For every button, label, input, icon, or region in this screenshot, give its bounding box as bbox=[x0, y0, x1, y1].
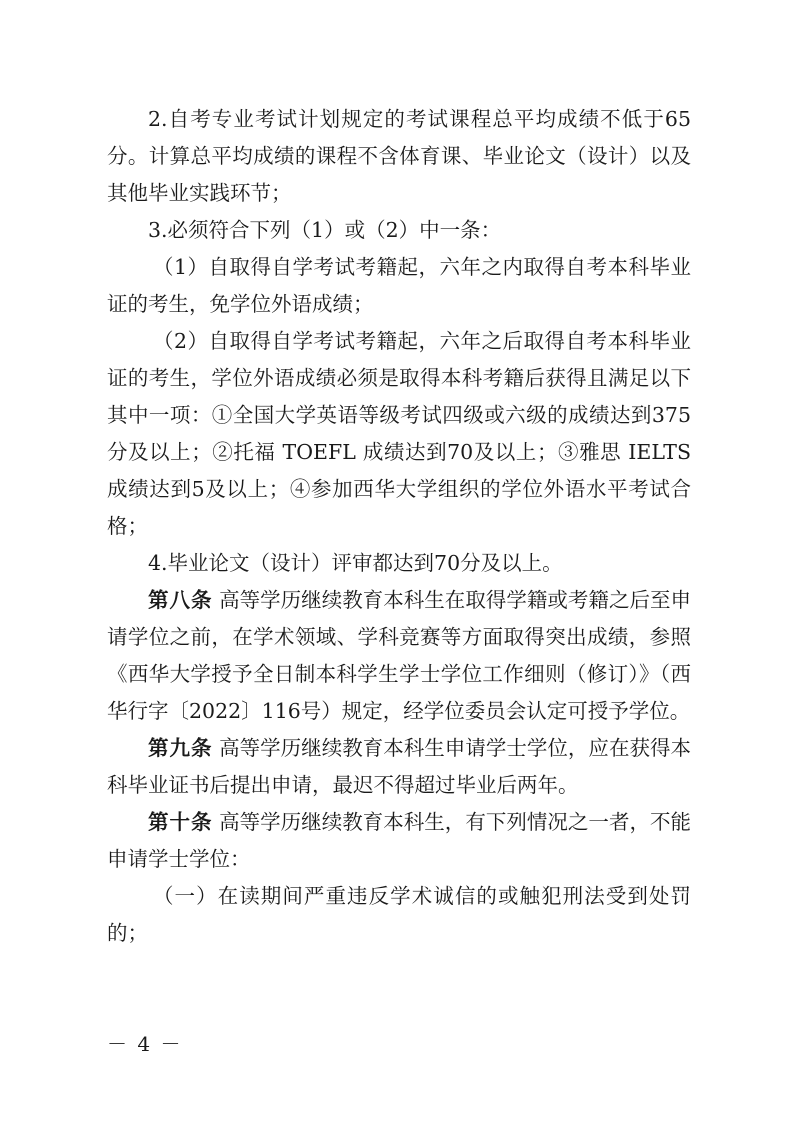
paragraph-article-8 bbox=[107, 582, 691, 730]
page-number: － 4 － bbox=[107, 1032, 183, 1056]
paragraph-article-10 bbox=[107, 804, 691, 878]
paragraph-text: （1）自取得自学考试考籍起，六年之内取得自考本科毕业证的考生，免学位外语成绩； bbox=[107, 255, 691, 316]
paragraph-text: 高等学历继续教育本科生，有下列情况之一者，不能申请学士学位： bbox=[107, 810, 692, 871]
paragraph-item-1 bbox=[107, 878, 691, 952]
paragraph-text: 2.自考专业考试计划规定的考试课程总平均成绩不低于65分。计算总平均成绩的课程不含体育课、毕业论文（设计）以及其他毕业实践环节； bbox=[107, 107, 691, 205]
article-label: 第八条 bbox=[148, 588, 213, 612]
article-label: 第九条 bbox=[148, 736, 213, 760]
paragraph-requirement-2 bbox=[107, 101, 691, 212]
paragraph-condition-1 bbox=[107, 249, 691, 323]
paragraph-article-9 bbox=[107, 730, 691, 804]
paragraph-requirement-3 bbox=[107, 212, 691, 249]
paragraph-condition-2 bbox=[107, 323, 691, 545]
paragraph-text: （一）在读期间严重违反学术诚信的或触犯刑法受到处罚的； bbox=[107, 884, 691, 945]
paragraph-text: （2）自取得自学考试考籍起，六年之后取得自考本科毕业证的考生，学位外语成绩必须是取得本科考籍后获得且满足以下其中一项：①全国大学英语等级考试四级或六级的成绩达到375分及以上；②托福 TOEFL 成绩达到70及以上；③雅思 IELTS 成绩达到5及以上；④参加西华大学组织的学位外语水平考试合格； bbox=[107, 329, 691, 538]
paragraph-text: 高等学历继续教育本科生申请学士学位，应在获得本科毕业证书后提出申请，最迟不得超过毕业后两年。 bbox=[107, 736, 692, 797]
paragraph-text: 3.必须符合下列（1）或（2）中一条： bbox=[148, 218, 502, 242]
paragraph-text: 高等学历继续教育本科生在取得学籍或考籍之后至申请学位之前，在学术领域、学科竞赛等方面取得突出成绩，参照《西华大学授予全日制本科学生学士学位工作细则（修订）》（西华行字〔2022〕116号）规定，经学位委员会认定可授予学位。 bbox=[107, 588, 692, 723]
paragraph-text: 4.毕业论文（设计）评审都达到70分及以上。 bbox=[148, 551, 563, 575]
document-body bbox=[107, 101, 691, 952]
article-label: 第十条 bbox=[148, 810, 213, 834]
paragraph-requirement-4 bbox=[107, 545, 691, 582]
